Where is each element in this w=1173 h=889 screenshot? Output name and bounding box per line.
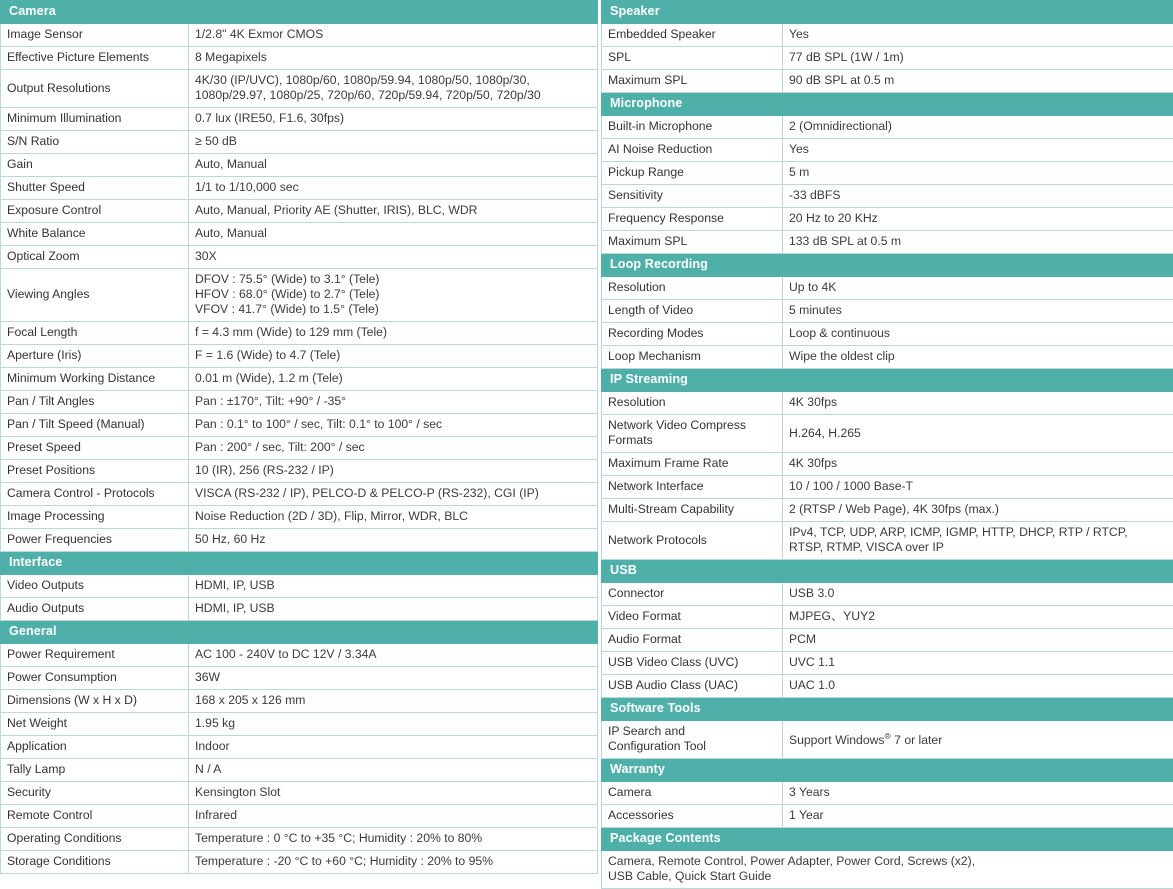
section-header-general — [1, 621, 598, 644]
spec-value-dimensions-w-x-h-x-d: 168 x 205 x 126 mm — [189, 690, 598, 713]
spec-key-video-outputs: Video Outputs — [1, 575, 189, 598]
spec-key-minimum-illumination: Minimum Illumination — [1, 108, 189, 131]
spec-row — [1, 782, 598, 805]
spec-row — [1, 345, 598, 368]
section-title: USB — [602, 560, 1173, 583]
spec-row — [602, 139, 1173, 162]
spec-key-white-balance: White Balance — [1, 223, 189, 246]
spec-row — [1, 690, 598, 713]
spec-value-network-interface: 10 / 100 / 1000 Base-T — [783, 476, 1173, 499]
spec-value-tally-lamp: N / A — [189, 759, 598, 782]
spec-row — [1, 644, 598, 667]
spec-value-audio-format: PCM — [783, 629, 1173, 652]
section-header-loop-recording — [602, 254, 1173, 277]
spec-value-optical-zoom: 30X — [189, 246, 598, 269]
spec-row — [602, 24, 1173, 47]
spec-row — [602, 208, 1173, 231]
spec-key-built-in-microphone: Built-in Microphone — [602, 116, 783, 139]
spec-value-network-protocols: IPv4, TCP, UDP, ARP, ICMP, IGMP, HTTP, DHCP, RTP / RTCP, RTSP, RTMP, VISCA over IP — [783, 522, 1173, 560]
section-title: Interface — [1, 552, 598, 575]
section-title: Microphone — [602, 93, 1173, 116]
spec-key-audio-format: Audio Format — [602, 629, 783, 652]
spec-key-application: Application — [1, 736, 189, 759]
section-header-usb — [602, 560, 1173, 583]
section-header-ip-streaming — [602, 369, 1173, 392]
spec-key-tally-lamp: Tally Lamp — [1, 759, 189, 782]
spec-key-usb-video-class-uvc: USB Video Class (UVC) — [602, 652, 783, 675]
section-title: General — [1, 621, 598, 644]
spec-value-aperture-iris: F = 1.6 (Wide) to 4.7 (Tele) — [189, 345, 598, 368]
spec-key-network-interface: Network Interface — [602, 476, 783, 499]
spec-key-video-format: Video Format — [602, 606, 783, 629]
spec-value-preset-speed: Pan : 200° / sec, Tilt: 200° / sec — [189, 437, 598, 460]
spec-row — [1, 70, 598, 108]
section-title: Loop Recording — [602, 254, 1173, 277]
spec-key-maximum-spl: Maximum SPL — [602, 231, 783, 254]
spec-row — [1, 598, 598, 621]
spec-key-embedded-speaker: Embedded Speaker — [602, 24, 783, 47]
spec-row — [1, 200, 598, 223]
spec-value-maximum-spl: 90 dB SPL at 0.5 m — [783, 70, 1173, 93]
spec-key-focal-length: Focal Length — [1, 322, 189, 345]
spec-key-ai-noise-reduction: AI Noise Reduction — [602, 139, 783, 162]
spec-value-gain: Auto, Manual — [189, 154, 598, 177]
spec-value-camera-control-protocols: VISCA (RS-232 / IP), PELCO-D & PELCO-P (RS-232), CGI (IP) — [189, 483, 598, 506]
section-title: Camera — [1, 1, 598, 24]
spec-key-gain: Gain — [1, 154, 189, 177]
spec-value-resolution: 4K 30fps — [783, 392, 1173, 415]
spec-row — [1, 437, 598, 460]
spec-value-exposure-control: Auto, Manual, Priority AE (Shutter, IRIS), BLC, WDR — [189, 200, 598, 223]
spec-value-resolution: Up to 4K — [783, 277, 1173, 300]
spec-row — [1, 154, 598, 177]
spec-row — [1, 223, 598, 246]
spec-row — [1, 246, 598, 269]
spec-value-network-video-compress-formats: H.264, H.265 — [783, 415, 1173, 453]
spec-value-application: Indoor — [189, 736, 598, 759]
spec-row — [602, 583, 1173, 606]
spec-key-spl: SPL — [602, 47, 783, 70]
right-spec-column — [601, 0, 1173, 831]
spec-row — [1, 759, 598, 782]
spec-value-remote-control: Infrared — [189, 805, 598, 828]
spec-value-storage-conditions: Temperature : -20 °C to +60 °C; Humidity : 20% to 95% — [189, 851, 598, 874]
spec-row — [1, 131, 598, 154]
spec-value-security: Kensington Slot — [189, 782, 598, 805]
spec-row-full — [602, 851, 1173, 889]
spec-row — [602, 606, 1173, 629]
spec-row — [602, 629, 1173, 652]
spec-row — [602, 675, 1173, 698]
spec-value-pan-tilt-speed-manual: Pan : 0.1° to 100° / sec, Tilt: 0.1° to 100° / sec — [189, 414, 598, 437]
spec-value-video-outputs: HDMI, IP, USB — [189, 575, 598, 598]
spec-value-white-balance: Auto, Manual — [189, 223, 598, 246]
spec-row — [1, 368, 598, 391]
section-header-microphone — [602, 93, 1173, 116]
spec-key-net-weight: Net Weight — [1, 713, 189, 736]
section-title: Package Contents — [602, 828, 1173, 851]
spec-key-frequency-response: Frequency Response — [602, 208, 783, 231]
spec-key-power-consumption: Power Consumption — [1, 667, 189, 690]
spec-value-built-in-microphone: 2 (Omnidirectional) — [783, 116, 1173, 139]
right-spec-table — [601, 0, 1173, 889]
spec-row — [1, 269, 598, 322]
spec-key-effective-picture-elements: Effective Picture Elements — [1, 47, 189, 70]
spec-key-audio-outputs: Audio Outputs — [1, 598, 189, 621]
section-header-interface — [1, 552, 598, 575]
spec-value-ai-noise-reduction: Yes — [783, 139, 1173, 162]
spec-value-spl: 77 dB SPL (1W / 1m) — [783, 47, 1173, 70]
spec-row — [602, 185, 1173, 208]
spec-value-package-contents: Camera, Remote Control, Power Adapter, Power Cord, Screws (x2), USB Cable, Quick Start Guide — [602, 851, 1173, 889]
spec-key-output-resolutions: Output Resolutions — [1, 70, 189, 108]
spec-row — [1, 575, 598, 598]
spec-value-maximum-spl: 133 dB SPL at 0.5 m — [783, 231, 1173, 254]
spec-key-pan-tilt-speed-manual: Pan / Tilt Speed (Manual) — [1, 414, 189, 437]
spec-value-video-format: MJPEG、YUY2 — [783, 606, 1173, 629]
spec-row — [602, 277, 1173, 300]
section-header-speaker — [602, 1, 1173, 24]
spec-row — [602, 453, 1173, 476]
spec-row — [602, 805, 1173, 828]
spec-row — [602, 162, 1173, 185]
spec-key-recording-modes: Recording Modes — [602, 323, 783, 346]
spec-key-dimensions-w-x-h-x-d: Dimensions (W x H x D) — [1, 690, 189, 713]
spec-key-maximum-spl: Maximum SPL — [602, 70, 783, 93]
spec-row — [602, 392, 1173, 415]
spec-row — [1, 24, 598, 47]
spec-value-s-n-ratio: ≥ 50 dB — [189, 131, 598, 154]
spec-value-effective-picture-elements: 8 Megapixels — [189, 47, 598, 70]
spec-value-preset-positions: 10 (IR), 256 (RS-232 / IP) — [189, 460, 598, 483]
spec-key-multi-stream-capability: Multi-Stream Capability — [602, 499, 783, 522]
spec-row — [602, 116, 1173, 139]
spec-value-connector: USB 3.0 — [783, 583, 1173, 606]
spec-key-power-frequencies: Power Frequencies — [1, 529, 189, 552]
spec-row — [1, 460, 598, 483]
spec-value-operating-conditions: Temperature : 0 °C to +35 °C; Humidity : 20% to 80% — [189, 828, 598, 851]
spec-value-usb-audio-class-uac: UAC 1.0 — [783, 675, 1173, 698]
spec-value-pan-tilt-angles: Pan : ±170°, Tilt: +90° / -35° — [189, 391, 598, 414]
spec-key-s-n-ratio: S/N Ratio — [1, 131, 189, 154]
spec-key-exposure-control: Exposure Control — [1, 200, 189, 223]
spec-row — [1, 414, 598, 437]
spec-row — [602, 323, 1173, 346]
spec-key-maximum-frame-rate: Maximum Frame Rate — [602, 453, 783, 476]
spec-row — [602, 300, 1173, 323]
spec-key-remote-control: Remote Control — [1, 805, 189, 828]
spec-key-operating-conditions: Operating Conditions — [1, 828, 189, 851]
spec-row — [602, 346, 1173, 369]
spec-row — [1, 713, 598, 736]
section-header-warranty — [602, 759, 1173, 782]
spec-key-minimum-working-distance: Minimum Working Distance — [1, 368, 189, 391]
spec-key-preset-positions: Preset Positions — [1, 460, 189, 483]
spec-key-storage-conditions: Storage Conditions — [1, 851, 189, 874]
spec-row — [1, 47, 598, 70]
spec-value-shutter-speed: 1/1 to 1/10,000 sec — [189, 177, 598, 200]
spec-value-accessories: 1 Year — [783, 805, 1173, 828]
spec-row — [1, 483, 598, 506]
spec-value-multi-stream-capability: 2 (RTSP / Web Page), 4K 30fps (max.) — [783, 499, 1173, 522]
spec-value-usb-video-class-uvc: UVC 1.1 — [783, 652, 1173, 675]
spec-value-recording-modes: Loop & continuous — [783, 323, 1173, 346]
section-title: IP Streaming — [602, 369, 1173, 392]
spec-key-connector: Connector — [602, 583, 783, 606]
section-title: Warranty — [602, 759, 1173, 782]
spec-key-resolution: Resolution — [602, 392, 783, 415]
spec-row — [602, 415, 1173, 453]
spec-value-sensitivity: -33 dBFS — [783, 185, 1173, 208]
spec-value-length-of-video: 5 minutes — [783, 300, 1173, 323]
spec-key-sensitivity: Sensitivity — [602, 185, 783, 208]
spec-value-ip-search-and-configuration-tool: Support Windows® 7 or later — [783, 721, 1173, 759]
spec-row — [1, 851, 598, 874]
spec-row — [1, 322, 598, 345]
spec-row — [1, 108, 598, 131]
spec-row — [1, 529, 598, 552]
spec-value-power-requirement: AC 100 - 240V to DC 12V / 3.34A — [189, 644, 598, 667]
spec-row — [1, 391, 598, 414]
spec-row — [602, 721, 1173, 759]
spec-key-usb-audio-class-uac: USB Audio Class (UAC) — [602, 675, 783, 698]
spec-key-security: Security — [1, 782, 189, 805]
spec-value-image-processing: Noise Reduction (2D / 3D), Flip, Mirror, WDR, BLC — [189, 506, 598, 529]
spec-row — [1, 177, 598, 200]
spec-key-image-processing: Image Processing — [1, 506, 189, 529]
spec-key-pickup-range: Pickup Range — [602, 162, 783, 185]
spec-key-camera-control-protocols: Camera Control - Protocols — [1, 483, 189, 506]
spec-value-viewing-angles: DFOV : 75.5° (Wide) to 3.1° (Tele) HFOV : 68.0° (Wide) to 2.7° (Tele) VFOV : 41.7° (Wide) to 1.5° (Tele) — [189, 269, 598, 322]
spec-key-network-protocols: Network Protocols — [602, 522, 783, 560]
spec-row — [602, 499, 1173, 522]
spec-value-minimum-working-distance: 0.01 m (Wide), 1.2 m (Tele) — [189, 368, 598, 391]
spec-value-focal-length: f = 4.3 mm (Wide) to 129 mm (Tele) — [189, 322, 598, 345]
spec-row — [602, 782, 1173, 805]
spec-value-power-consumption: 36W — [189, 667, 598, 690]
spec-value-loop-mechanism: Wipe the oldest clip — [783, 346, 1173, 369]
spec-value-net-weight: 1.95 kg — [189, 713, 598, 736]
spec-key-image-sensor: Image Sensor — [1, 24, 189, 47]
spec-row — [1, 667, 598, 690]
spec-key-viewing-angles: Viewing Angles — [1, 269, 189, 322]
spec-key-length-of-video: Length of Video — [602, 300, 783, 323]
spec-row — [1, 506, 598, 529]
spec-key-preset-speed: Preset Speed — [1, 437, 189, 460]
spec-key-aperture-iris: Aperture (Iris) — [1, 345, 189, 368]
spec-key-accessories: Accessories — [602, 805, 783, 828]
spec-key-shutter-speed: Shutter Speed — [1, 177, 189, 200]
section-header-software-tools — [602, 698, 1173, 721]
section-header-camera — [1, 1, 598, 24]
spec-value-image-sensor: 1/2.8" 4K Exmor CMOS — [189, 24, 598, 47]
spec-value-pickup-range: 5 m — [783, 162, 1173, 185]
spec-key-camera: Camera — [602, 782, 783, 805]
left-spec-column — [0, 0, 597, 831]
spec-key-pan-tilt-angles: Pan / Tilt Angles — [1, 391, 189, 414]
spec-key-power-requirement: Power Requirement — [1, 644, 189, 667]
spec-key-loop-mechanism: Loop Mechanism — [602, 346, 783, 369]
spec-value-power-frequencies: 50 Hz, 60 Hz — [189, 529, 598, 552]
spec-value-frequency-response: 20 Hz to 20 KHz — [783, 208, 1173, 231]
spec-key-optical-zoom: Optical Zoom — [1, 246, 189, 269]
spec-value-embedded-speaker: Yes — [783, 24, 1173, 47]
spec-row — [1, 805, 598, 828]
spec-row — [602, 652, 1173, 675]
spec-key-network-video-compress-formats: Network Video Compress Formats — [602, 415, 783, 453]
spec-row — [602, 231, 1173, 254]
spec-value-maximum-frame-rate: 4K 30fps — [783, 453, 1173, 476]
spec-value-audio-outputs: HDMI, IP, USB — [189, 598, 598, 621]
spec-row — [602, 47, 1173, 70]
spec-value-output-resolutions: 4K/30 (IP/UVC), 1080p/60, 1080p/59.94, 1080p/50, 1080p/30, 1080p/29.97, 1080p/25, 720p/60, 720p/59.94, 720p/50, 720p/30 — [189, 70, 598, 108]
section-title: Speaker — [602, 1, 1173, 24]
spec-row — [602, 70, 1173, 93]
spec-value-minimum-illumination: 0.7 lux (IRE50, F1.6, 30fps) — [189, 108, 598, 131]
spec-row — [602, 522, 1173, 560]
spec-value-camera: 3 Years — [783, 782, 1173, 805]
spec-key-resolution: Resolution — [602, 277, 783, 300]
spec-row — [1, 736, 598, 759]
spec-row — [602, 476, 1173, 499]
section-title: Software Tools — [602, 698, 1173, 721]
spec-key-ip-search-and-configuration-tool: IP Search and Configuration Tool — [602, 721, 783, 759]
